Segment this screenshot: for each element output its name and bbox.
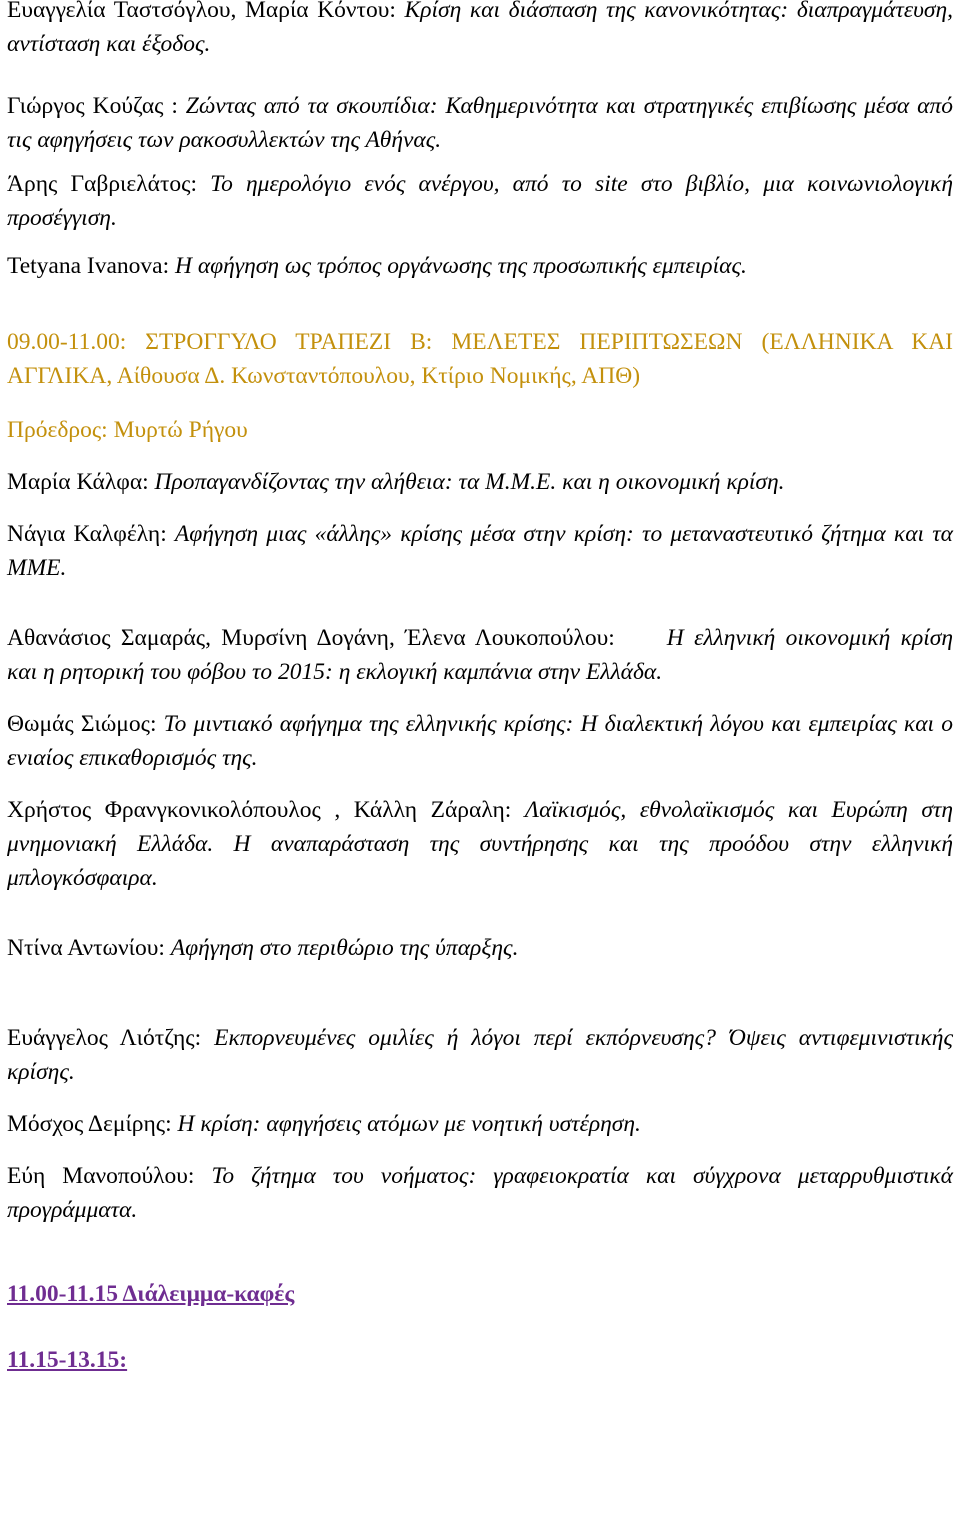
- entry-kouzas: [7, 89, 953, 157]
- talk-authors: Ντίνα Αντωνίου:: [7, 935, 171, 961]
- talk-authors: Μαρία Κάλφα:: [7, 469, 155, 495]
- talk-title: Εκπορνευμένες ομιλίες ή λόγοι περί εκπόρνευσης? Όψεις αντιφεμινιστικής κρίσης.: [7, 1025, 953, 1085]
- talk-frangonikolopoulos: [7, 793, 953, 895]
- entry-authors: Άρης Γαβριελάτος:: [7, 171, 211, 197]
- talk-demiris: [7, 1107, 953, 1141]
- entry-ivanova: [7, 249, 953, 283]
- entry-gavrielatos: [7, 167, 953, 235]
- talk-title: Το ζήτημα του νοήματος: γραφειοκρατία και σύγχρονα μεταρρυθμιστικά προγράμματα.: [7, 1163, 953, 1223]
- talk-title: Η ελληνική οικονομική κρίση και η ρητορική του φόβου το 2015: η εκλογική καμπάνια στην Ελλάδα.: [7, 625, 953, 685]
- talk-authors: Νάγια Καλφέλη:: [7, 521, 175, 547]
- entry-authors: Ευαγγελία Ταστσόγλου, Μαρία Κόντου:: [7, 0, 405, 23]
- talk-authors: Χρήστος Φρανγκονικολόπουλος , Κάλλη Ζάραλη:: [7, 797, 525, 823]
- entry-title: Το ημερολόγιο ενός ανέργου, από το site στο βιβλίο, μια κοινωνιολογική προσέγγιση.: [7, 171, 953, 231]
- talk-manopoulou: [7, 1159, 953, 1227]
- talk-authors: Θωμάς Σιώμος:: [7, 711, 164, 737]
- entry-authors: Γιώργος Κούζας :: [7, 93, 186, 119]
- session-heading: 09.00-11.00: ΣΤΡΟΓΓΥΛΟ ΤΡΑΠΕΖΙ Β: ΜΕΛΕΤΕΣ ΠΕΡΙΠΤΩΣΕΩΝ (ΕΛΛΗΝΙΚΑ ΚΑΙ ΑΓΓΛΙΚΑ, Αίθουσα Δ. Κωνσταντόπουλου, Κτίριο Νομικής, ΑΠΘ): [7, 329, 953, 389]
- talk-title: Αφήγηση μιας «άλλης» κρίσης μέσα στην κρίση: το μεταναστευτικό ζήτημα και τα ΜΜΕ.: [7, 521, 953, 581]
- entry-tastsoglou: [7, 0, 953, 61]
- talk-title: Προπαγανδίζοντας την αλήθεια: τα Μ.Μ.Ε. και η οικονομική κρίση.: [154, 469, 785, 495]
- document-page: [7, 0, 953, 1377]
- next-time-slot: 11.15-13.15:: [7, 1347, 128, 1373]
- talk-kalfa: [7, 465, 953, 499]
- talk-siomos: [7, 707, 953, 775]
- talk-liotzis: [7, 1021, 953, 1089]
- entry-title: Κρίση και διάσπαση της κανονικότητας: διαπραγμάτευση, αντίσταση και έξοδος.: [7, 0, 953, 57]
- talk-kalfeli: [7, 517, 953, 585]
- talk-authors: Μόσχος Δεμίρης:: [7, 1111, 178, 1137]
- entry-title: Η αφήγηση ως τρόπος οργάνωσης της προσωπικής εμπειρίας.: [175, 253, 747, 279]
- talk-authors: Ευάγγελος Λιότζης:: [7, 1025, 215, 1051]
- talk-title: Αφήγηση στο περιθώριο της ύπαρξης.: [170, 935, 519, 961]
- talk-antoniou: [7, 931, 953, 965]
- talk-title: Το μιντιακό αφήγημα της ελληνικής κρίσης: Η διαλεκτική λόγου και εμπειρίας και ο ενιαίος επικαθορισμός της.: [7, 711, 953, 771]
- entry-title: Ζώντας από τα σκουπίδια: Καθημερινότητα και στρατηγικές επιβίωσης μέσα από τις αφηγήσεις των ρακοσυλλεκτών της Αθήνας.: [7, 93, 953, 153]
- talk-authors: Εύη Μανοπούλου:: [7, 1163, 212, 1189]
- talk-title: Η κρίση: αφηγήσεις ατόμων με νοητική υστέρηση.: [177, 1111, 641, 1137]
- talk-title: Λαϊκισμός, εθνολαϊκισμός και Ευρώπη στη μνημονιακή Ελλάδα. Η αναπαράσταση της συντήρησης και της προόδου στην ελληνική μπλογκόσφαιρα.: [7, 797, 953, 891]
- talk-authors: Αθανάσιος Σαμαράς, Μυρσίνη Δογάνη, Έλενα Λουκοπούλου:: [7, 625, 615, 651]
- coffee-break: 11.00-11.15 Διάλειμμα-καφές: [7, 1281, 295, 1307]
- session-chair: Πρόεδρος: Μυρτώ Ρήγου: [7, 417, 248, 443]
- talk-samaras: [7, 621, 953, 689]
- entry-authors: Tetyana Ivanova:: [7, 253, 175, 279]
